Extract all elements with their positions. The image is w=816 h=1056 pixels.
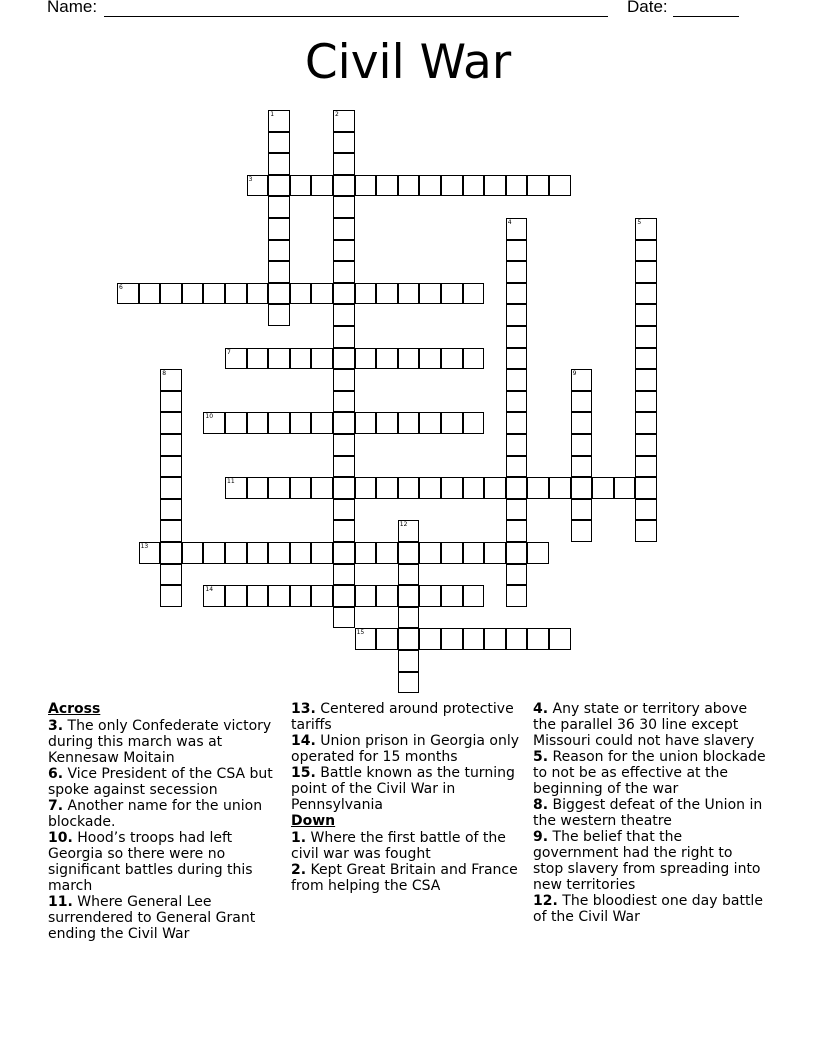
clue-down-2 (291, 862, 525, 894)
grid-cell[interactable] (376, 412, 398, 434)
grid-cell[interactable] (333, 477, 355, 499)
across-heading: Across (48, 701, 101, 717)
grid-cell[interactable] (441, 175, 463, 197)
grid-cell[interactable] (506, 240, 528, 262)
grid-cell[interactable] (376, 175, 398, 197)
clue-number: 4 (507, 219, 512, 226)
grid-cell[interactable] (311, 175, 333, 197)
clue-down-5 (533, 749, 767, 797)
grid-cell[interactable] (333, 218, 355, 240)
grid-cell[interactable] (160, 283, 182, 305)
grid-cell[interactable] (160, 499, 182, 521)
grid-cell[interactable] (506, 391, 528, 413)
grid-cell[interactable] (398, 348, 420, 370)
grid-cell[interactable] (333, 564, 355, 586)
clue-across-13 (291, 701, 525, 733)
grid-cell[interactable] (484, 477, 506, 499)
grid-cell[interactable] (506, 304, 528, 326)
grid-cell[interactable] (635, 326, 657, 348)
grid-cell[interactable] (419, 542, 441, 564)
grid-cell[interactable] (311, 412, 333, 434)
grid-cell[interactable] (268, 110, 290, 132)
clue-text: The only Confederate victory during this march was at Kennesaw Moitain (48, 718, 272, 766)
grid-cell[interactable] (419, 175, 441, 197)
grid-cell[interactable] (333, 456, 355, 478)
clue-number-label: 13. (291, 701, 316, 717)
grid-cell[interactable] (139, 542, 161, 564)
grid-cell[interactable] (333, 391, 355, 413)
grid-cell[interactable] (376, 542, 398, 564)
clue-number-label: 7. (48, 798, 64, 814)
grid-cell[interactable] (463, 585, 485, 607)
grid-cell[interactable] (225, 542, 247, 564)
grid-cell[interactable] (247, 175, 269, 197)
grid-cell[interactable] (247, 412, 269, 434)
grid-cell[interactable] (571, 456, 593, 478)
grid-cell[interactable] (398, 412, 420, 434)
grid-cell[interactable] (398, 628, 420, 650)
grid-cell[interactable] (635, 261, 657, 283)
clue-number-label: 5. (533, 749, 549, 765)
grid-cell[interactable] (160, 542, 182, 564)
grid-cell[interactable] (333, 240, 355, 262)
clue-text: Union prison in Georgia only operated for 15 months (291, 733, 520, 765)
grid-cell[interactable] (268, 175, 290, 197)
grid-cell[interactable] (311, 585, 333, 607)
grid-cell[interactable] (290, 283, 312, 305)
clue-text: Vice President of the CSA but spoke against secession (48, 766, 273, 798)
grid-cell[interactable] (484, 175, 506, 197)
grid-cell[interactable] (441, 348, 463, 370)
grid-cell[interactable] (311, 542, 333, 564)
grid-cell[interactable] (160, 434, 182, 456)
clue-number-label: 2. (291, 862, 307, 878)
grid-cell[interactable] (376, 628, 398, 650)
grid-cell[interactable] (117, 283, 139, 305)
grid-cell[interactable] (225, 585, 247, 607)
grid-cell[interactable] (635, 477, 657, 499)
name-label: Name: (47, 0, 98, 16)
grid-cell[interactable] (571, 499, 593, 521)
grid-cell[interactable] (290, 412, 312, 434)
grid-cell[interactable] (635, 434, 657, 456)
grid-cell[interactable] (355, 283, 377, 305)
clue-text: Hood’s troops had left Georgia so there were no significant battles during this march (48, 830, 253, 894)
grid-cell[interactable] (182, 542, 204, 564)
grid-cell[interactable] (506, 477, 528, 499)
grid-cell[interactable] (398, 607, 420, 629)
clue-number: 11 (227, 478, 235, 486)
grid-cell[interactable] (571, 434, 593, 456)
grid-cell[interactable] (247, 477, 269, 499)
clue-across-15 (291, 765, 525, 813)
grid-cell[interactable] (333, 175, 355, 197)
clue-text: Kept Great Britain and France from helping the CSA (291, 862, 518, 894)
grid-cell[interactable] (247, 283, 269, 305)
grid-cell[interactable] (398, 585, 420, 607)
grid-cell[interactable] (355, 175, 377, 197)
clue-text: Biggest defeat of the Union in the western theatre (533, 797, 763, 829)
clue-number-label: 12. (533, 893, 558, 909)
clue-text: The belief that the government had the right to stop slavery from spreading into new territories (533, 829, 761, 893)
grid-cell[interactable] (398, 564, 420, 586)
grid-cell[interactable] (376, 348, 398, 370)
grid-cell[interactable] (160, 477, 182, 499)
grid-cell[interactable] (333, 499, 355, 521)
grid-cell[interactable] (268, 240, 290, 262)
clue-text: The bloodiest one day battle of the Civil War (533, 893, 763, 925)
clue-text: Battle known as the turning point of the Civil War in Pennsylvania (291, 765, 515, 813)
clue-number: 5 (637, 219, 642, 226)
down-heading: Down (291, 813, 336, 829)
grid-cell[interactable] (376, 585, 398, 607)
grid-cell[interactable] (506, 564, 528, 586)
grid-cell[interactable] (247, 348, 269, 370)
clue-number-label: 8. (533, 797, 549, 813)
grid-cell[interactable] (290, 348, 312, 370)
grid-cell[interactable] (355, 477, 377, 499)
grid-cell[interactable] (506, 434, 528, 456)
clue-number: 8 (162, 370, 167, 378)
grid-cell[interactable] (333, 304, 355, 326)
grid-cell[interactable] (333, 326, 355, 348)
clue-number: 15 (356, 629, 365, 637)
grid-cell[interactable] (571, 369, 593, 391)
grid-cell[interactable] (398, 542, 420, 564)
grid-cell[interactable] (398, 175, 420, 197)
grid-cell[interactable] (635, 218, 657, 240)
grid-cell[interactable] (268, 477, 290, 499)
grid-cell[interactable] (463, 477, 485, 499)
grid-cell[interactable] (333, 434, 355, 456)
grid-cell[interactable] (290, 542, 312, 564)
grid-cell[interactable] (527, 477, 549, 499)
grid-cell[interactable] (333, 132, 355, 154)
grid-cell[interactable] (398, 672, 420, 694)
clue-down-8 (533, 797, 767, 829)
clue-number: 6 (119, 283, 123, 291)
grid-cell[interactable] (203, 283, 225, 305)
grid-cell[interactable] (549, 628, 571, 650)
grid-cell[interactable] (268, 196, 290, 218)
grid-cell[interactable] (333, 585, 355, 607)
grid-cell[interactable] (225, 348, 247, 370)
clue-number: 13 (140, 543, 149, 550)
grid-cell[interactable] (506, 628, 528, 650)
grid-cell[interactable] (398, 477, 420, 499)
grid-cell[interactable] (635, 304, 657, 326)
grid-cell[interactable] (463, 348, 485, 370)
grid-cell[interactable] (484, 542, 506, 564)
grid-cell[interactable] (635, 369, 657, 391)
grid-cell[interactable] (333, 369, 355, 391)
grid-cell[interactable] (419, 412, 441, 434)
grid-cell[interactable] (268, 261, 290, 283)
clue-number-label: 15. (291, 765, 316, 781)
clue-text: Any state or territory above the parallel 36 30 line except Missouri could not have slavery (533, 701, 755, 749)
clue-number: 9 (572, 370, 577, 378)
grid-cell[interactable] (160, 564, 182, 586)
grid-cell[interactable] (484, 628, 506, 650)
grid-cell[interactable] (139, 283, 161, 305)
grid-cell[interactable] (268, 304, 290, 326)
clue-down-9 (533, 829, 767, 893)
grid-cell[interactable] (635, 348, 657, 370)
grid-cell[interactable] (333, 261, 355, 283)
clue-number: 3 (248, 175, 253, 183)
grid-cell[interactable] (333, 348, 355, 370)
grid-cell[interactable] (160, 520, 182, 542)
grid-cell[interactable] (506, 585, 528, 607)
grid-cell[interactable] (203, 585, 225, 607)
grid-cell[interactable] (635, 499, 657, 521)
grid-cell[interactable] (419, 628, 441, 650)
grid-cell[interactable] (268, 218, 290, 240)
grid-cell[interactable] (419, 477, 441, 499)
grid-cell[interactable] (635, 520, 657, 542)
grid-cell[interactable] (506, 261, 528, 283)
clue-number-label: 3. (48, 718, 64, 734)
grid-cell[interactable] (635, 240, 657, 262)
clue-across-3 (48, 718, 282, 766)
grid-cell[interactable] (398, 283, 420, 305)
clue-text: Reason for the union blockade to not be as effective at the beginning of the war (533, 749, 766, 797)
grid-cell[interactable] (247, 585, 269, 607)
grid-cell[interactable] (268, 348, 290, 370)
grid-cell[interactable] (268, 542, 290, 564)
clue-column-3 (533, 701, 767, 925)
puzzle-title: Civil War (304, 35, 512, 90)
grid-cell[interactable] (635, 391, 657, 413)
grid-cell[interactable] (506, 369, 528, 391)
grid-cell[interactable] (355, 412, 377, 434)
grid-cell[interactable] (463, 412, 485, 434)
grid-cell[interactable] (419, 348, 441, 370)
clue-number: 14 (205, 586, 214, 594)
clue-text: Where General Lee surrendered to General Grant ending the Civil War (48, 894, 256, 942)
clue-across-7 (48, 798, 282, 830)
clue-number-label: 11. (48, 894, 73, 910)
clue-number-label: 9. (533, 829, 549, 845)
grid-cell[interactable] (311, 477, 333, 499)
grid-cell[interactable] (290, 585, 312, 607)
clue-down-12 (533, 893, 767, 925)
grid-cell[interactable] (268, 412, 290, 434)
grid-cell[interactable] (463, 542, 485, 564)
clue-number: 12 (399, 521, 408, 529)
clue-number: 7 (227, 348, 231, 356)
grid-cell[interactable] (506, 218, 528, 240)
grid-cell[interactable] (268, 153, 290, 175)
grid-cell[interactable] (441, 283, 463, 305)
grid-cell[interactable] (635, 412, 657, 434)
grid-cell[interactable] (160, 456, 182, 478)
grid-cell[interactable] (333, 520, 355, 542)
grid-cell[interactable] (506, 542, 528, 564)
clue-number: 1 (270, 111, 275, 118)
grid-cell[interactable] (419, 283, 441, 305)
clue-down-4 (533, 701, 767, 749)
grid-cell[interactable] (441, 412, 463, 434)
grid-cell[interactable] (527, 628, 549, 650)
grid-cell[interactable] (225, 412, 247, 434)
grid-cell[interactable] (463, 175, 485, 197)
grid-cell[interactable] (268, 132, 290, 154)
grid-cell[interactable] (333, 153, 355, 175)
grid-cell[interactable] (160, 412, 182, 434)
grid-cell[interactable] (635, 456, 657, 478)
grid-cell[interactable] (182, 283, 204, 305)
grid-cell[interactable] (571, 520, 593, 542)
grid-cell[interactable] (290, 477, 312, 499)
date-label: Date: (627, 0, 668, 16)
grid-cell[interactable] (592, 477, 614, 499)
grid-cell[interactable] (333, 283, 355, 305)
clue-across-10 (48, 830, 282, 894)
grid-cell[interactable] (463, 628, 485, 650)
grid-cell[interactable] (549, 175, 571, 197)
grid-cell[interactable] (268, 585, 290, 607)
grid-cell[interactable] (160, 391, 182, 413)
grid-cell[interactable] (376, 283, 398, 305)
grid-cell[interactable] (203, 412, 225, 434)
grid-cell[interactable] (333, 542, 355, 564)
clue-text: Centered around protective tariffs (291, 701, 514, 733)
grid-cell[interactable] (268, 283, 290, 305)
grid-cell[interactable] (527, 542, 549, 564)
grid-cell[interactable] (441, 628, 463, 650)
clue-across-11 (48, 894, 282, 942)
grid-cell[interactable] (506, 175, 528, 197)
grid-cell[interactable] (506, 348, 528, 370)
grid-cell[interactable] (355, 542, 377, 564)
grid-cell[interactable] (355, 348, 377, 370)
clue-number-label: 1. (291, 830, 307, 846)
grid-cell[interactable] (506, 412, 528, 434)
grid-cell[interactable] (203, 542, 225, 564)
grid-cell[interactable] (333, 110, 355, 132)
grid-cell[interactable] (398, 650, 420, 672)
grid-cell[interactable] (333, 607, 355, 629)
grid-cell[interactable] (225, 477, 247, 499)
clue-number-label: 4. (533, 701, 549, 717)
grid-cell[interactable] (355, 585, 377, 607)
clue-number: 2 (335, 111, 339, 118)
grid-cell[interactable] (527, 175, 549, 197)
grid-cell[interactable] (376, 477, 398, 499)
clue-number-label: 10. (48, 830, 73, 846)
clue-number-label: 6. (48, 766, 64, 782)
grid-cell[interactable] (333, 196, 355, 218)
grid-cell[interactable] (635, 283, 657, 305)
grid-cell[interactable] (571, 412, 593, 434)
grid-cell[interactable] (549, 477, 571, 499)
grid-cell[interactable] (247, 542, 269, 564)
grid-cell[interactable] (463, 283, 485, 305)
grid-cell[interactable] (441, 477, 463, 499)
grid-cell[interactable] (506, 520, 528, 542)
grid-cell[interactable] (311, 283, 333, 305)
clue-text: Where the first battle of the civil war was fought (291, 830, 506, 862)
grid-cell[interactable] (571, 391, 593, 413)
grid-cell[interactable] (441, 542, 463, 564)
clue-column-1 (48, 701, 282, 942)
clue-down-1 (291, 830, 525, 862)
grid-cell[interactable] (506, 326, 528, 348)
clue-number: 10 (205, 413, 214, 421)
grid-cell[interactable] (355, 628, 377, 650)
clue-across-14 (291, 733, 525, 765)
clue-across-6 (48, 766, 282, 798)
clue-number-label: 14. (291, 733, 316, 749)
clue-column-2 (291, 701, 525, 894)
grid-cell[interactable] (506, 456, 528, 478)
grid-cell[interactable] (571, 477, 593, 499)
grid-cell[interactable] (506, 283, 528, 305)
grid-cell[interactable] (441, 585, 463, 607)
grid-cell[interactable] (506, 499, 528, 521)
clue-text: Another name for the union blockade. (48, 798, 263, 830)
grid-cell[interactable] (398, 520, 420, 542)
grid-cell[interactable] (225, 283, 247, 305)
grid-cell[interactable] (333, 412, 355, 434)
grid-cell[interactable] (311, 348, 333, 370)
grid-cell[interactable] (614, 477, 636, 499)
grid-cell[interactable] (419, 585, 441, 607)
grid-cell[interactable] (160, 585, 182, 607)
grid-cell[interactable] (290, 175, 312, 197)
grid-cell[interactable] (160, 369, 182, 391)
